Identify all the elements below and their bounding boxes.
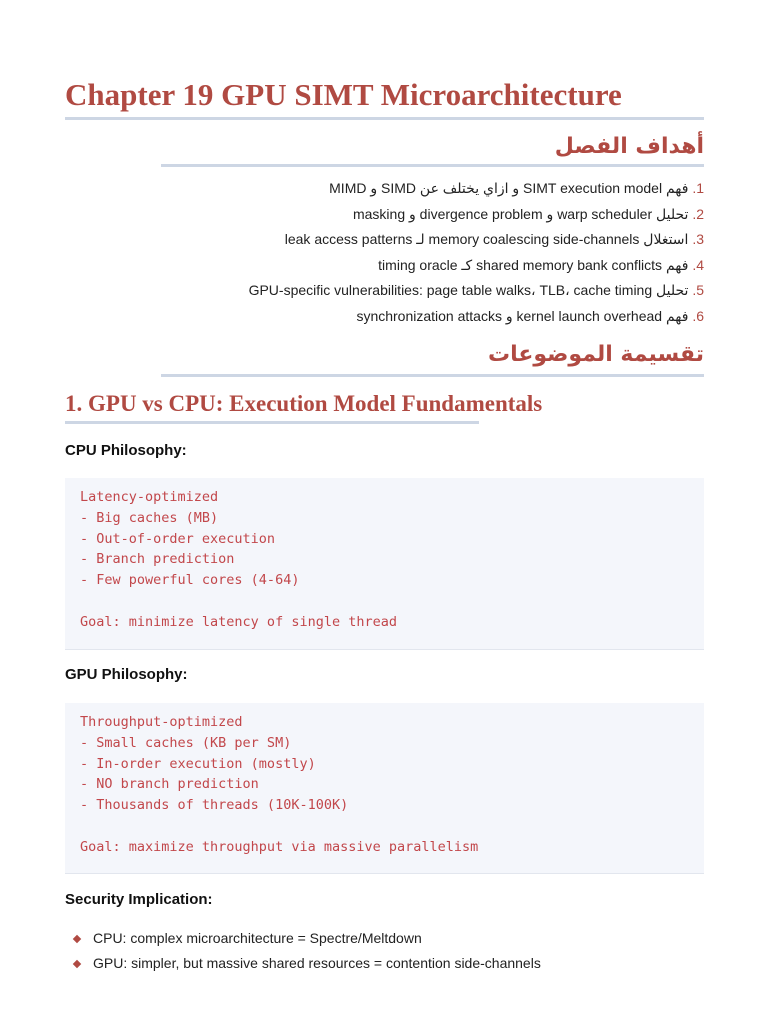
objectives-heading-rule [161, 164, 704, 167]
list-item: GPU: simpler, but massive shared resources = contention side-channels [72, 951, 541, 976]
topics-heading-rule [161, 374, 704, 377]
gpu-code-block [65, 703, 704, 874]
objective-item: 3. استغلال memory coalescing side-channels لـ leak access patterns [284, 231, 704, 247]
objectives-heading: أهداف الفصل [554, 134, 704, 159]
code-line: Throughput-optimized [80, 714, 243, 730]
code-line: - Small caches (KB per SM) [80, 734, 292, 751]
cpu-philosophy-label: CPU Philosophy: [65, 442, 187, 459]
code-line: - Out-of-order execution [80, 530, 276, 547]
section-title-rule [65, 421, 479, 424]
list-item: CPU: complex microarchitecture = Spectre/Meltdown [72, 926, 541, 951]
security-bullet-list [72, 926, 541, 976]
code-line: - NO branch prediction [80, 776, 259, 793]
objective-item: 2. تحليل warp scheduler و divergence problem و masking [352, 205, 704, 222]
security-implication-label: Security Implication: [65, 891, 213, 908]
diamond-bullet-icon [73, 934, 81, 942]
objective-item: 5. تحليل GPU-specific vulnerabilities: page table walks، TLB، cache timing [248, 282, 704, 298]
code-line: Latency-optimized [80, 489, 219, 505]
code-line: - In-order execution (mostly) [80, 755, 316, 772]
code-line: - Few powerful cores (4-64) [80, 572, 300, 589]
objectives-list [144, 176, 704, 329]
code-line: - Branch prediction [80, 551, 235, 568]
code-line [80, 591, 689, 612]
topics-heading: تقسيمة الموضوعات [487, 342, 704, 367]
objective-item: 4. فهم shared memory bank conflicts كـ timing oracle [378, 256, 704, 273]
code-line [80, 816, 689, 837]
objective-item: 1. فهم SIMT execution model و ازاي يختلف عن SIMD و MIMD [329, 180, 704, 196]
code-line: Goal: maximize throughput via massive parallelism [80, 838, 479, 855]
chapter-title-rule [65, 117, 704, 120]
diamond-bullet-icon [73, 959, 81, 967]
objective-item: 6. فهم kernel launch overhead و synchronization attacks [356, 307, 704, 324]
code-line: - Thousands of threads (10K-100K) [80, 797, 349, 814]
section-title: 1. GPU vs CPU: Execution Model Fundamentals [65, 391, 543, 416]
chapter-title: Chapter 19 GPU SIMT Microarchitecture [65, 77, 622, 112]
cpu-code-block [65, 478, 704, 650]
gpu-philosophy-label: GPU Philosophy: [65, 666, 188, 683]
code-line: Goal: minimize latency of single thread [80, 613, 397, 630]
code-line: - Big caches (MB) [80, 509, 219, 526]
